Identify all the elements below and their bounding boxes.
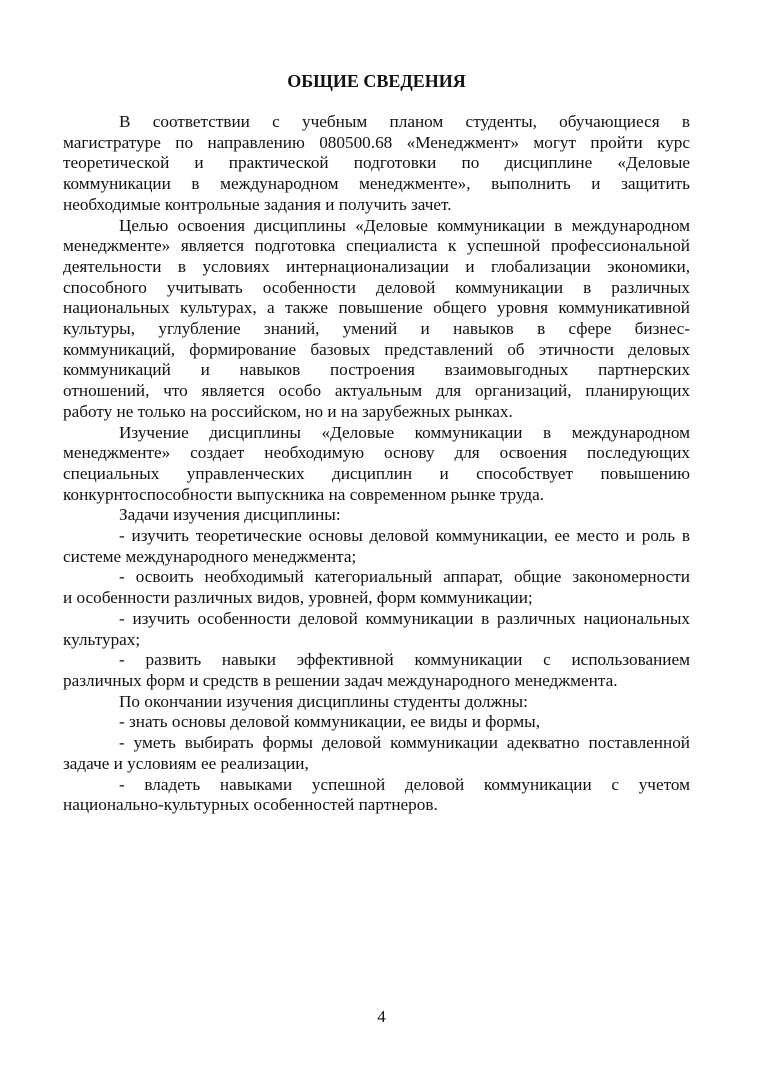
text-line: коммуникации в международном менеджменте», выполнить и защитить [63, 174, 690, 194]
text-line: - изучить теоретические основы деловой коммуникации, ее место и роль в [119, 526, 690, 546]
text-line: деятельности в условиях интернационализации и глобализации экономики, [63, 256, 690, 276]
text-line: национальных культурах, а также повышение общего уровня коммуникативной [63, 298, 690, 318]
text-line: национально-культурных особенностей партнеров. [63, 795, 438, 815]
text-line: менеджменте» является подготовка специалиста к успешной профессиональной [63, 236, 690, 256]
page-title: ОБЩИЕ СВЕДЕНИЯ [287, 71, 466, 91]
text-line: коммуникаций, формирование базовых представлений об этичности деловых [63, 339, 690, 359]
paragraph [63, 733, 690, 774]
text-line: коммуникаций и навыков построения взаимовыгодных партнерских [63, 360, 690, 380]
paragraph [63, 775, 690, 816]
page-number: 4 [377, 1007, 386, 1026]
text-line: - освоить необходимый категориальный аппарат, общие закономерности [119, 567, 690, 587]
text-line: теоретической и практической подготовки по дисциплине «Деловые [63, 153, 690, 173]
text-line: - развить навыки эффективной коммуникации с использованием [119, 650, 690, 670]
paragraph [63, 609, 690, 650]
text-line: специальных управленческих дисциплин и способствует повышению [63, 463, 690, 483]
text-line: способного учитывать особенности деловой коммуникации в различных [63, 277, 690, 297]
text-line: менеджменте» создает необходимую основу для освоения последующих [63, 443, 690, 463]
text-line: задаче и условиям ее реализации, [63, 753, 309, 773]
text-line: Изучение дисциплины «Деловые коммуникации в международном [119, 422, 690, 442]
text-line: - изучить особенности деловой коммуникации в различных национальных [119, 608, 690, 628]
paragraph [63, 526, 690, 567]
paragraph [63, 650, 690, 691]
paragraph [63, 505, 690, 526]
text-line: культуры, углубление знаний, умений и навыков в сфере бизнес- [63, 319, 690, 339]
text-line: В соответствии с учебным планом студенты, обучающиеся в [119, 112, 690, 131]
text-line: и особенности различных видов, уровней, форм коммуникации; [63, 588, 533, 608]
paragraph [63, 692, 690, 713]
text-line: По окончании изучения дисциплины студенты должны: [119, 691, 528, 711]
text-line: конкурнтоспособности выпускника на современном рынке труда. [63, 484, 545, 504]
text-line: магистратуре по направлению 080500.68 «Менеджмент» могут пройти курс [63, 132, 690, 152]
paragraph [63, 567, 690, 608]
text-line: - владеть навыками успешной деловой коммуникации с учетом [119, 774, 690, 794]
paragraph [63, 712, 690, 733]
text-line: культурах; [63, 629, 141, 649]
text-line: - знать основы деловой коммуникации, ее виды и формы, [119, 712, 541, 732]
paragraph [63, 216, 690, 423]
text-line: - уметь выбирать формы деловой коммуникации адекватно поставленной [119, 733, 690, 753]
text-line: Целью освоения дисциплины «Деловые коммуникации в международном [119, 215, 690, 235]
text-line: системе международного менеджмента; [63, 546, 357, 566]
paragraph [63, 112, 690, 216]
text-line: различных форм и средств в решении задач международного менеджмента. [63, 670, 618, 690]
text-line: работу не только на российском, но и на зарубежных рынках. [63, 401, 513, 421]
text-line: необходимые контрольные задания и получить зачет. [63, 194, 452, 214]
text-line: Задачи изучения дисциплины: [119, 505, 341, 525]
document-body [63, 112, 690, 816]
text-line: отношений, что является особо актуальным для организаций, планирующих [63, 381, 690, 401]
paragraph [63, 423, 690, 506]
